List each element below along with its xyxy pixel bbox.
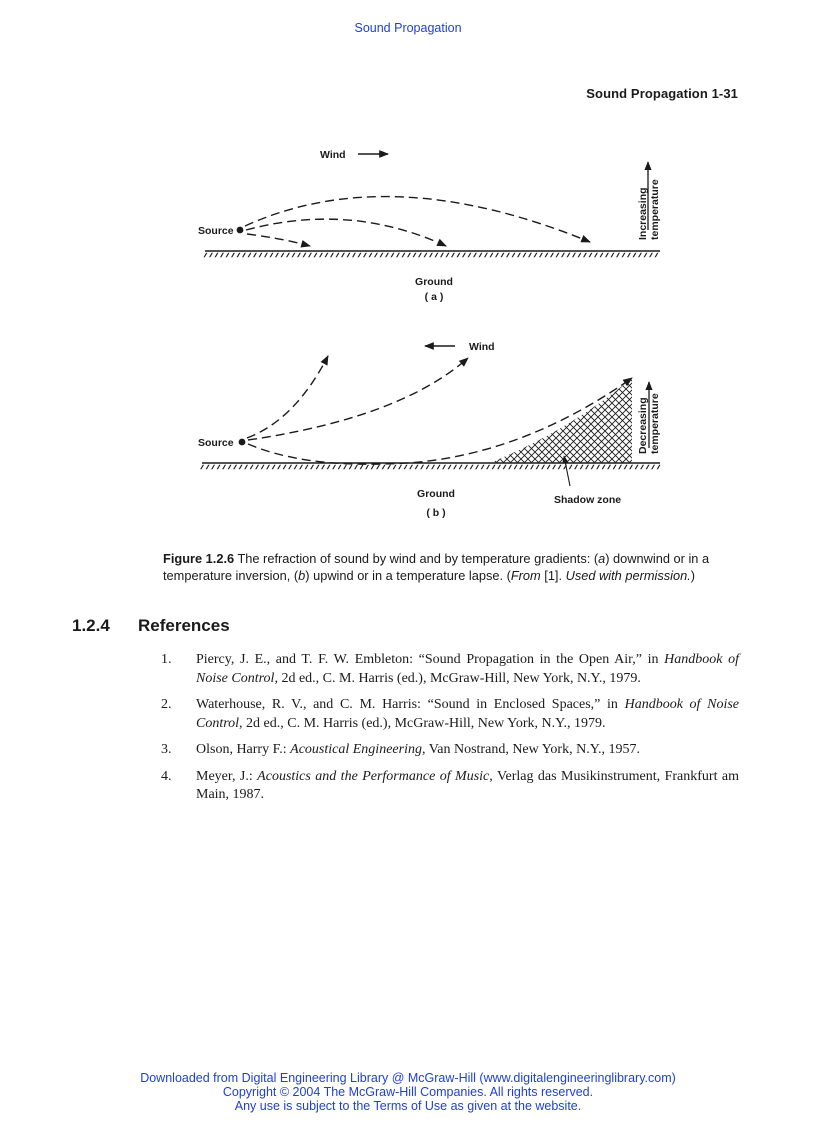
section-title: References: [138, 616, 230, 635]
reference-title: Handbook of Noise Control: [196, 697, 739, 731]
caption-text-5: ): [690, 568, 696, 583]
reference-text-end: , 2d ed., C. M. Harris (ed.), McGraw-Hill, New York, N.Y., 1979.: [274, 670, 641, 686]
temp-label-b-line2: temperature: [649, 393, 661, 454]
ground-label-a: Ground: [415, 276, 453, 288]
temp-label-a-line1: Increasing: [637, 187, 649, 240]
reference-item: [161, 651, 739, 688]
reference-text: Olson, Harry F.:: [196, 742, 291, 757]
reference-number: 3.: [161, 742, 172, 757]
shadow-zone-label: Shadow zone: [554, 494, 622, 506]
caption-permission: Used with permission.: [565, 568, 691, 583]
ray-b-steep: [247, 356, 328, 438]
caption-text-3: ) upwind or in a temperature lapse. (: [305, 568, 511, 583]
reference-title: Handbook of Noise Control: [196, 652, 740, 686]
panel-b: [198, 341, 661, 519]
reference-text-end: , Verlag das Musikinstrument, Frankfurt am Main, 1987.: [196, 768, 739, 802]
reference-text: Piercy, J. E., and T. F. W. Embleton: “Sound Propagation in the Open Air,” in: [196, 652, 665, 667]
reference-text-end: , Van Nostrand, New York, N.Y., 1957.: [421, 742, 641, 757]
panel-label-a: ( a ): [424, 291, 444, 303]
reference-number: 2.: [161, 697, 172, 712]
figure-diagram: [150, 130, 710, 540]
caption-label: Figure 1.2.6: [163, 551, 235, 566]
wind-label-b: Wind: [469, 341, 495, 353]
wind-label-a: Wind: [320, 149, 346, 161]
reference-number: 4.: [161, 768, 172, 784]
panel-a: [198, 149, 661, 303]
caption-text-4: [1].: [540, 568, 566, 583]
top-link[interactable]: Sound Propagation: [354, 21, 462, 35]
panel-label-b: ( b ): [426, 507, 446, 519]
reference-item: [161, 741, 739, 760]
reference-text: Meyer, J.:: [196, 768, 258, 784]
reference-list: [161, 651, 739, 813]
reference-item: [161, 696, 739, 733]
source-label-a: Source: [198, 225, 234, 237]
caption-text-1: The refraction of sound by wind and by temperature gradients: (: [237, 551, 599, 566]
source-point-b: [239, 439, 246, 446]
footer: [0, 1071, 816, 1113]
ray-b-mid: [248, 358, 468, 440]
reference-number: 1.: [161, 652, 172, 667]
reference-title: Acoustical Engineering: [290, 742, 422, 757]
reference-title: Acoustics and the Performance of Music: [257, 768, 490, 784]
ray-a-short: [247, 234, 310, 246]
reference-text-end: , 2d ed., C. M. Harris (ed.), McGraw-Hill, New York, N.Y., 1979.: [239, 715, 606, 731]
caption-from: From: [510, 568, 541, 583]
reference-item: [161, 768, 739, 805]
section-number: 1.2.4: [72, 616, 110, 635]
caption-b: b: [298, 568, 306, 583]
caption-text-2: ) downwind or in a temperature inversion, (: [163, 551, 710, 583]
temp-label-b-line1: Decreasing: [637, 397, 649, 454]
ground-label-b: Ground: [417, 488, 455, 500]
footer-line-3: Any use is subject to the Terms of Use as given at the website.: [234, 1099, 582, 1113]
source-point-a: [237, 227, 244, 234]
ray-a-mid: [246, 219, 446, 246]
footer-line-1[interactable]: Downloaded from Digital Engineering Library @ McGraw-Hill (www.digitalengineeringlibrary.com): [140, 1071, 676, 1085]
temp-label-a-line2: temperature: [649, 179, 661, 240]
running-head: Sound Propagation 1-31: [586, 86, 738, 101]
caption-a: a: [598, 551, 606, 566]
source-label-b: Source: [198, 437, 234, 449]
footer-line-2: Copyright © 2004 The McGraw-Hill Companies. All rights reserved.: [222, 1085, 594, 1099]
figure-1-2-6: [150, 130, 710, 540]
reference-text: Waterhouse, R. V., and C. M. Harris: “Sound in Enclosed Spaces,” in: [196, 697, 625, 712]
figure-caption: [163, 550, 753, 584]
section-heading: [72, 616, 230, 636]
